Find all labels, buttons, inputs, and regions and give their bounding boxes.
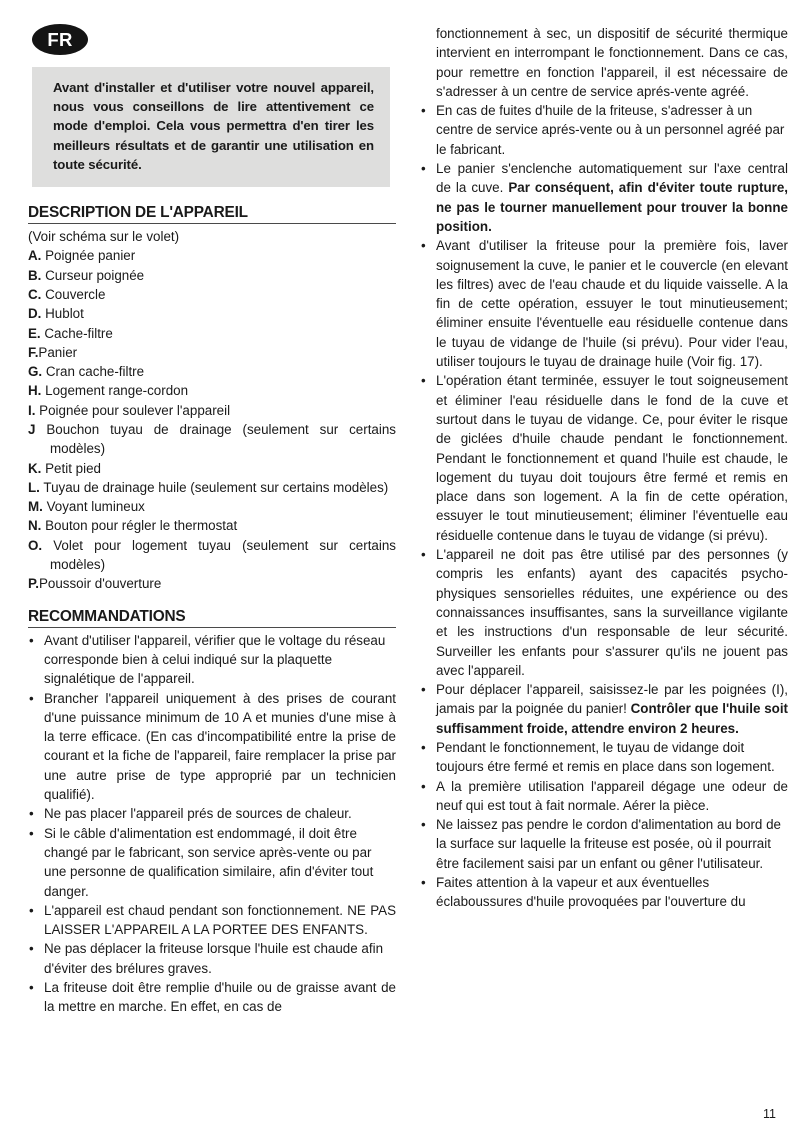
parts-list-item (28, 324, 396, 343)
recommandation-item: • Ne pas placer l'appareil prés de sources de chaleur. (28, 804, 396, 823)
parts-list-item (28, 343, 396, 362)
body-text: Avant d'utiliser la friteuse pour la première fois, laver soignusement la cuve, le panier et le couvercle (en elevant les filtres) avec de l'eau chaude et du liquide vaisselle. A la fin de cette opération, essuyer le tout minutieusement; éliminer ensuite l'éventuelle eau résiduelle contenue dans le tuyau de vidange de l'huile (si prévu). Pour vider l'eau, utiliser toujours le tuyau de drainage huile (Voir fig. 17). (436, 238, 788, 370)
language-badge: FR (32, 24, 88, 55)
recommandation-item (420, 815, 788, 873)
parts-list-item-label: Voyant lumineux (42, 499, 145, 515)
parts-list-item-label: Hublot (41, 306, 84, 322)
recommandation-item (420, 873, 788, 912)
right-column (420, 24, 788, 912)
parts-list-item-label: Tuyau de drainage huile (seulement sur certains modèles) (39, 479, 389, 495)
recommandations-list-left (28, 631, 396, 1017)
parts-list-item-key: D. (28, 306, 42, 322)
parts-list-item (28, 536, 396, 575)
parts-list-item (28, 497, 396, 516)
body-text: En cas de fuites d'huile de la friteuse, s'adresser à un centre de service aprés-vente ou à un personnel agréé par le fabricant. (436, 103, 785, 157)
parts-list-item-key: J (28, 421, 36, 437)
parts-list-item-label: Couvercle (41, 286, 106, 302)
emphasis-text: Contrôler que l'huile soit suffisamment froide, attendre environ 2 heures. (436, 701, 788, 736)
continuation-paragraph: fonctionnement à sec, un dispositif de sécurité thermique intervient en interrompant le fonctionnement. Dans ce cas, pour remettre en fonction l'appareil, il est nécessaire de s'adresser à un centre de service aprés-vente agréé. (436, 26, 788, 99)
parts-list-item (28, 304, 396, 323)
heading-rule (28, 627, 396, 628)
parts-list-item-label: Cache-filtre (40, 325, 113, 341)
parts-list-item-key: G. (28, 364, 43, 380)
parts-list-item-label: Panier (38, 344, 78, 360)
parts-list-item-key: H. (28, 383, 42, 399)
heading-rule (28, 223, 396, 224)
parts-list-item (28, 246, 396, 265)
recommandation-item: • Ne pas déplacer la friteuse lorsque l'huile est chaude afin d'éviter des brélures graves. (28, 939, 396, 978)
recommandation-item (420, 777, 788, 816)
intro-notice-text: Avant d'installer et d'utiliser votre nouvel appareil, nous vous conseillons de lire attentivement ce mode d'emploi. Cela vous permettra d'en tirer les meilleurs résultats et de garantir une utilisation en toute sécurité. (53, 80, 374, 172)
parts-list-item-label: Poignée panier (41, 248, 136, 264)
body-text: Pour déplacer l'appareil, saisissez-le par les poignées (I), jamais par la poignée du panier! (436, 682, 788, 717)
parts-list-item-key: M. (28, 499, 43, 515)
recommandations-section-header (28, 608, 396, 628)
recommandation-item: • L'appareil est chaud pendant son fonctionnement. NE PAS LAISSER L'APPAREIL A LA PORTEE DES ENFANTS. (28, 901, 396, 940)
recommandation-item: • Brancher l'appareil uniquement à des prises de courant d'une puissance minimum de 10 A et munies d'une mise à la terre efficace. (En cas d'incompatibilité entre la prise de courant et la fiche de l'appareil, faire remplacer la prise par une autre prise de type approprié par un technicien qualifié). (28, 689, 396, 805)
recommandation-item (420, 680, 788, 738)
recommandations-list-right (420, 101, 788, 911)
recommandation-item: • Si le câble d'alimentation est endommagé, il doit être changé par le fabricant, son service après-vente ou par une personne de qualification similaire, afin d'éviter tout danger. (28, 824, 396, 901)
recommandations-heading: RECOMMANDATIONS (28, 607, 186, 625)
description-subtitle: (Voir schéma sur le volet) (28, 229, 180, 245)
parts-list-item (28, 420, 396, 459)
parts-list-item (28, 401, 396, 420)
parts-list-item-key: N. (28, 518, 42, 534)
parts-list-item-key: O. (28, 537, 43, 553)
parts-list-item (28, 266, 396, 285)
parts-list-item (28, 362, 396, 381)
parts-list-item-label: Cran cache-filtre (42, 364, 145, 380)
parts-list-item-label: Bouchon tuyau de drainage (seulement sur certains modèles) (35, 421, 396, 457)
parts-list-item-key: E. (28, 325, 41, 341)
recommandation-item (420, 545, 788, 680)
parts-list-item-label: Volet pour logement tuyau (seulement sur certains modèles) (42, 537, 396, 573)
description-heading: DESCRIPTION DE L'APPAREIL (28, 204, 248, 222)
parts-list-item (28, 381, 396, 400)
parts-list-item-label: Poussoir d'ouverture (38, 576, 162, 592)
recommandation-item (420, 101, 788, 159)
parts-list-item-key: K. (28, 460, 42, 476)
intro-notice-box (32, 67, 390, 187)
parts-list-item-label: Petit pied (41, 460, 101, 476)
parts-list-item-key: I. (28, 402, 36, 418)
page-number: 11 (763, 1107, 776, 1121)
parts-list-item-key: F. (28, 344, 39, 360)
emphasis-text: Par conséquent, afin d'éviter toute rupture, ne pas le tourner manuellement pour trouver la bonne position. (436, 180, 788, 234)
parts-list-item-key: A. (28, 248, 42, 264)
body-text: Pendant le fonctionnement, le tuyau de vidange doit toujours étre fermé et remis en place dans son logement. (436, 739, 775, 775)
parts-list-item (28, 285, 396, 304)
parts-list-item (28, 478, 396, 497)
recommandation-item: • Avant d'utiliser l'appareil, vérifier que le voltage du réseau corresponde bien à celui indiqué sur la plaquette signalétique de l'appareil. (28, 631, 396, 689)
body-text: Faites attention à la vapeur et aux éventuelles éclaboussures d'huile provoquées par l'ouverture du (436, 875, 746, 910)
body-text: A la première utilisation l'appareil dégage une odeur de neuf qui est tout à fait normale. Aérer la pièce. (436, 778, 788, 813)
parts-list-item-key: L. (28, 479, 40, 495)
recommandation-item (420, 738, 788, 777)
recommandation-item (420, 371, 788, 545)
parts-list-item (28, 516, 396, 535)
parts-list-item-label: Bouton pour régler le thermostat (41, 518, 238, 534)
body-text: L'appareil ne doit pas être utilisé par des personnes (y compris les enfants) ayant des capacités psycho-physiques sensorielles réduites, une expérience ou des connaissances insuffisantes, sans la surveillance vigilante et les instructions d'un responsable de leur sécurité. Surveiller les enfants pour s'assurer qu'ils ne jouent pas avec l'appareil. (436, 547, 788, 678)
parts-list-item-label: Curseur poignée (41, 267, 145, 283)
description-section-header (28, 204, 396, 224)
parts-list (28, 246, 396, 593)
body-text: Ne laissez pas pendre le cordon d'alimentation au bord de la surface sur laquelle la friteuse est posée, où il pourrait être facilement saisi par un enfant ou gêner l'utilisateur. (436, 817, 781, 871)
parts-list-item-label: Logement range-cordon (41, 383, 189, 399)
parts-list-item-key: P. (28, 576, 39, 592)
parts-list-item (28, 459, 396, 478)
left-column (28, 24, 396, 1017)
recommandation-item: • La friteuse doit être remplie d'huile ou de graisse avant de la mettre en marche. En effet, en cas de (28, 978, 396, 1017)
recommandation-item (420, 236, 788, 371)
parts-list-item (28, 574, 396, 593)
parts-list-item-key: B. (28, 267, 42, 283)
parts-list-item-key: C. (28, 286, 42, 302)
recommandation-item (420, 159, 788, 236)
body-text: Le panier s'enclenche automatiquement sur l'axe central de la cuve. (436, 161, 788, 196)
body-text: L'opération étant terminée, essuyer le tout soigneusement et éliminer l'eau résiduelle dans le fond de la cuve et surtout dans le tuyau de vidange. Ce, pour éviter le risque de giclées d'huile chaude pendant le fonctionnement. Pendant le fonctionnement et quand l'huile est chaude, le logement du tuyau doit toujours être fermé et remis en place dans son logement. A la fin de cette opération, essuyer le tout minutieusement; éliminer l'éventuelle eau résiduelle contenue dans le tuyau de vidange (si prévu). (436, 373, 788, 543)
parts-list-item-label: Poignée pour soulever l'appareil (35, 402, 231, 418)
